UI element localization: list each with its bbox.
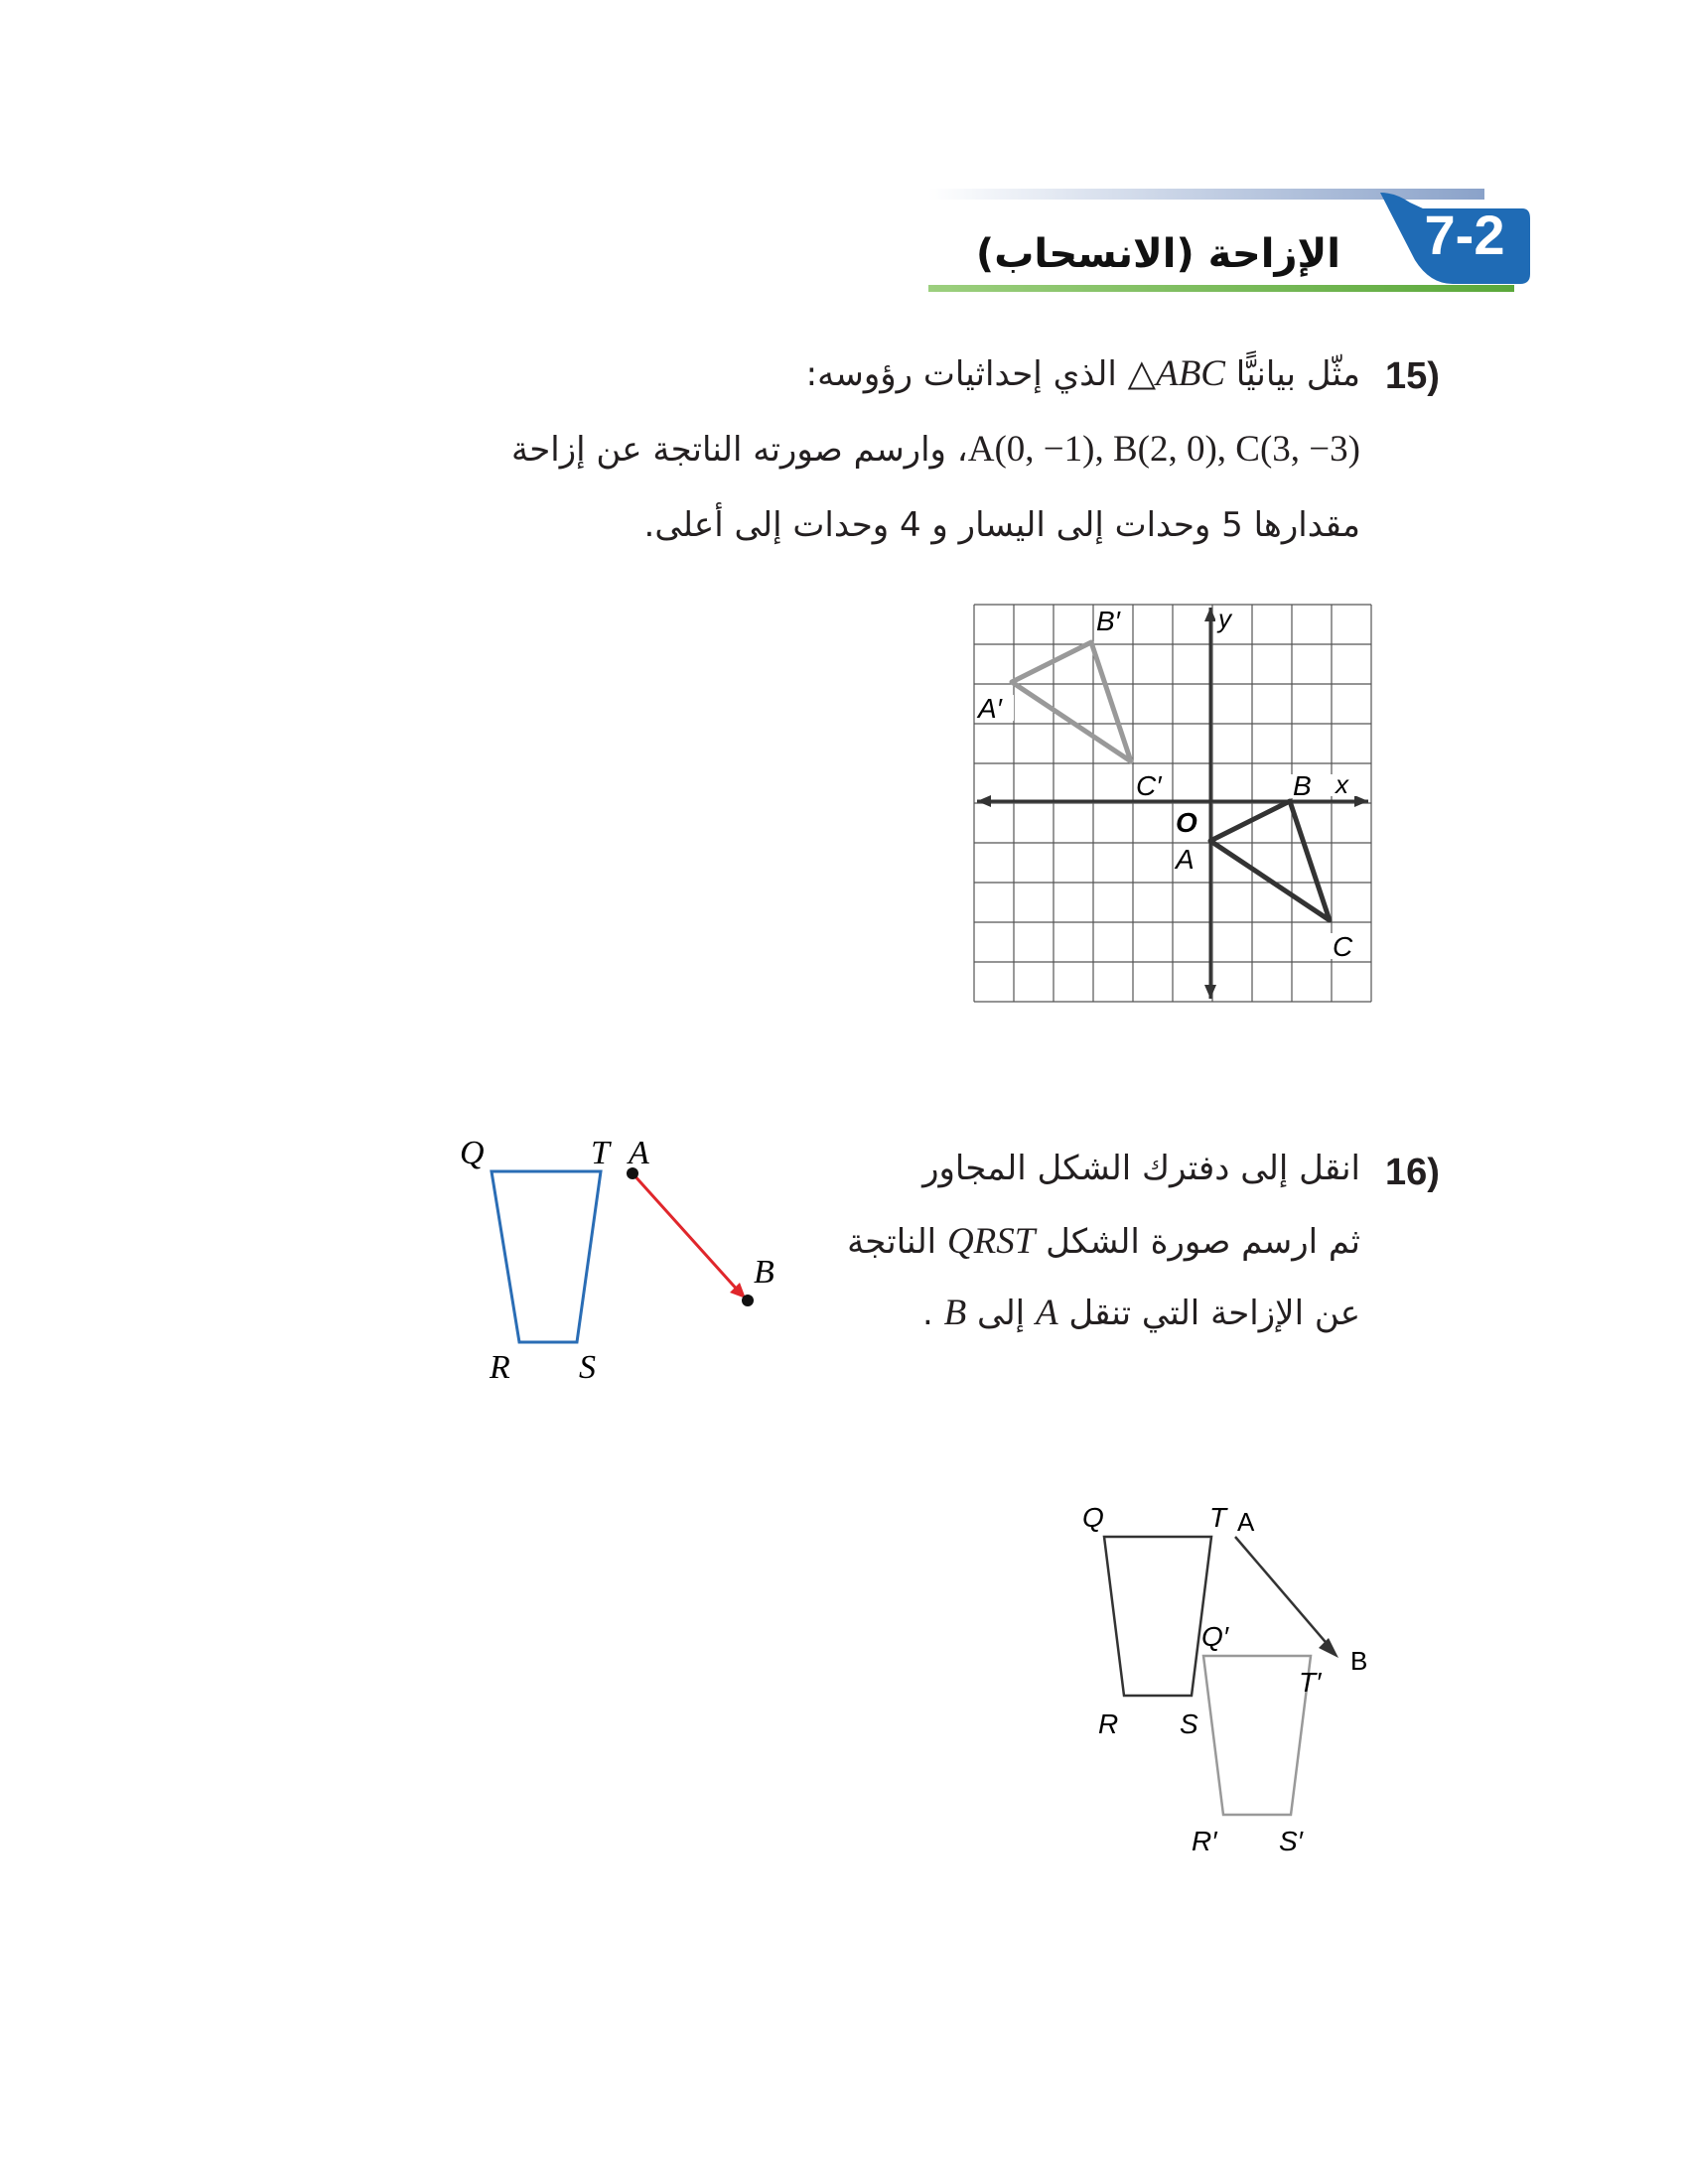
point-B-dot [742,1295,754,1306]
label-C: C [1333,931,1353,962]
lesson-title: الإزاحة (الانسحاب) [975,231,1340,277]
problem-16-line-2-post: الناتجة [847,1222,937,1262]
ans-label-A: A [1237,1507,1255,1537]
problem-15-line-1 [367,349,1360,399]
answer-vector-arrowhead [1319,1638,1338,1658]
image-triangle [1012,642,1131,761]
point-B-ref: B [943,1293,967,1333]
label-B-prime: B′ [1096,606,1120,636]
fig-label-A: A [629,1135,649,1171]
label-B: B [1293,770,1312,801]
problem-15-line-3: مقدارها 5 وحدات إلى اليسار و 4 وحدات إلى أعلى. [643,505,1360,545]
problem-16-line-3-mid: إلى [976,1294,1026,1333]
coordinate-graph [973,604,1372,1003]
ans-label-R: R [1098,1708,1119,1739]
problem-15-line-1-rest: الذي إحداثيات رؤوسه: [805,354,1117,394]
x-axis-label: x [1336,769,1348,799]
translation-vector [633,1173,740,1293]
ans-label-T-prime: T′ [1299,1667,1322,1698]
problem-16-line-1: انقل إلى دفترك الشكل المجاور [922,1149,1360,1188]
ans-label-S-prime: S′ [1279,1826,1303,1856]
fig-label-Q: Q [460,1135,485,1171]
grid [974,605,1371,1002]
answer-vector [1235,1537,1331,1648]
origin-label: O [1176,807,1197,838]
problem-15-line-1-text: مثّل بيانيًّا [1235,354,1360,394]
ans-label-T: T [1209,1502,1227,1533]
trapezoid-image [1203,1656,1311,1815]
trapezoid-qrst [492,1171,601,1342]
label-A: A [1176,844,1195,875]
problem-16-line-2-pre: ثم ارسم صورة الشكل [1046,1222,1360,1262]
shape-qrst: QRST [946,1221,1036,1262]
label-A-prime: A′ [978,693,1002,724]
fig-label-B: B [754,1254,774,1291]
triangle-abc: △ABC [1127,353,1225,394]
ans-label-Q-prime: Q′ [1201,1621,1229,1652]
vertex-coordinates: A(0, −1), B(2, 0), C(3, −3) [967,429,1360,470]
problem-16-number: 16) [1385,1152,1440,1193]
problem-15-line-2-rest: ، وارسم صورته الناتجة عن إزاحة [511,430,968,470]
y-axis-label: y [1218,604,1231,633]
trapezoid-qrst-answer [1104,1537,1211,1696]
ans-label-S: S [1180,1708,1198,1739]
fig-label-T: T [591,1135,610,1171]
point-A-ref: A [1035,1293,1058,1333]
problem-16-line-3-end: . [921,1294,933,1333]
answer-16-figure [1062,1489,1390,1866]
label-C-prime: C′ [1136,770,1162,801]
problem-16-figure [452,1132,809,1390]
problem-15-line-2 [218,425,1360,475]
lesson-number: 7-2 [1424,204,1505,266]
problem-16-line-3-pre: عن الإزاحة التي تنقل [1068,1294,1360,1333]
ans-label-B: B [1350,1646,1368,1676]
fig-label-S: S [579,1349,596,1386]
ans-label-R-prime: R′ [1192,1826,1217,1856]
ans-label-Q: Q [1082,1502,1104,1533]
original-triangle [1210,801,1330,920]
problem-15-number: 15) [1385,355,1440,397]
fig-label-R: R [490,1349,510,1386]
